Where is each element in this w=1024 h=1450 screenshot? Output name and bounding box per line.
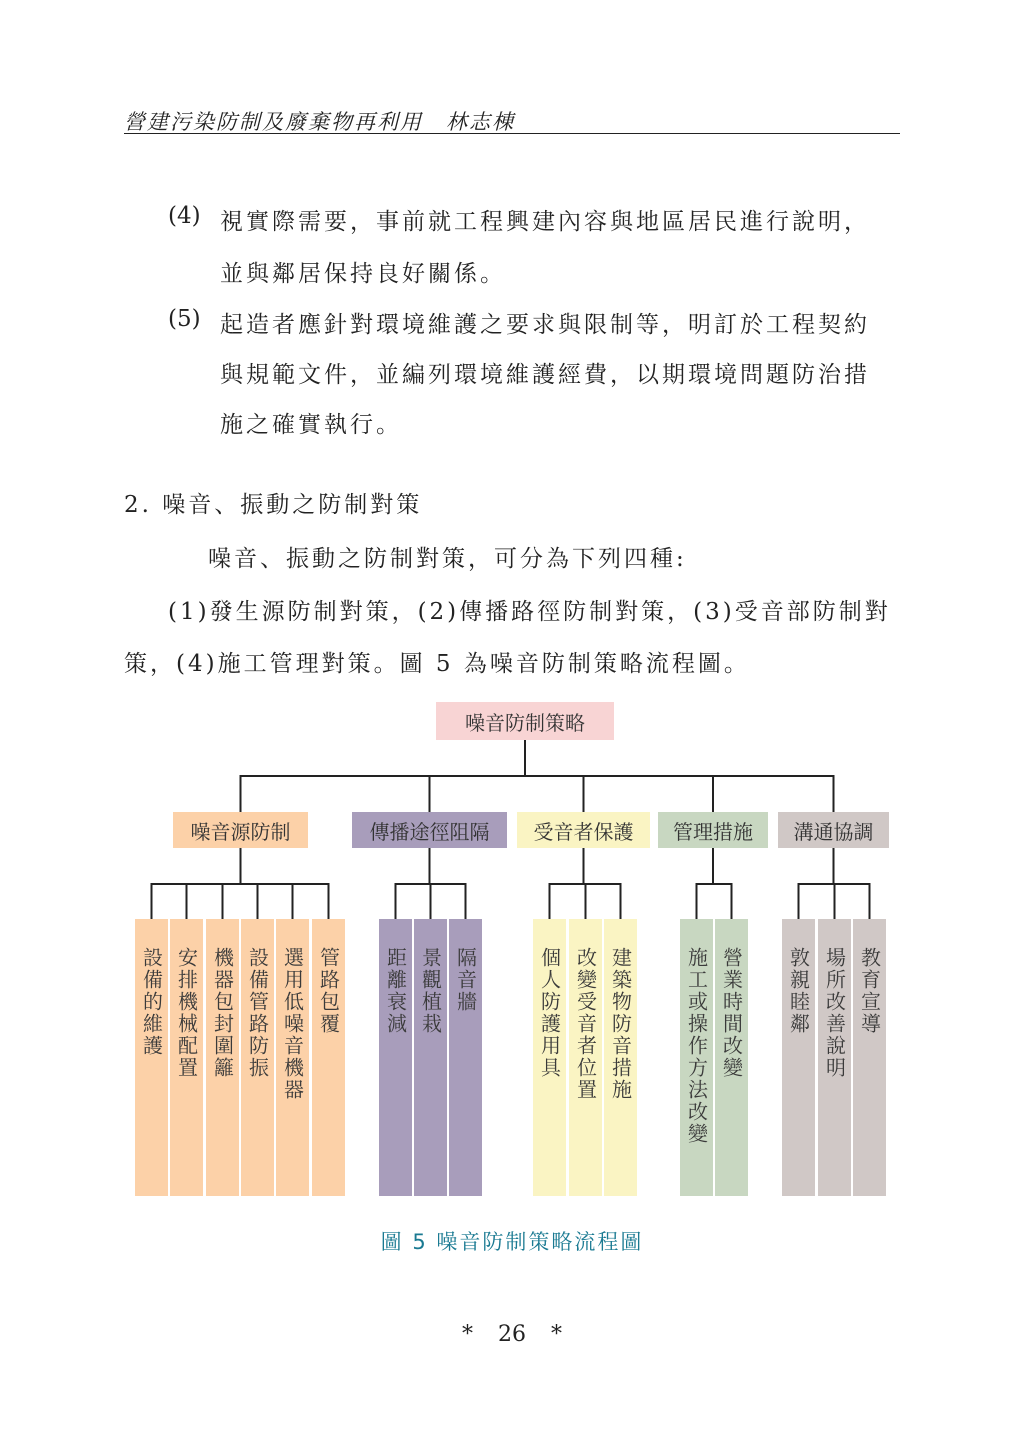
- strategy-leaf-label: 管路包覆: [316, 947, 341, 1035]
- strategy-leaf: [135, 919, 168, 1196]
- strategy-leaf-label: 改變受音者位置: [573, 947, 598, 1101]
- strategy-leaf-label: 設備管路防振: [245, 947, 270, 1079]
- strategy-leaf-label: 安排機械配置: [174, 947, 199, 1079]
- strategy-leaf: [449, 919, 482, 1196]
- section-intro: 噪音、振動之防制對策，可分為下列四種:: [208, 546, 687, 572]
- strategy-leaf: [206, 919, 239, 1196]
- header-title: 營建污染防制及廢棄物再利用 林志棟: [124, 110, 515, 134]
- strategy-leaf-label: 施工或操作方法改變: [684, 947, 709, 1145]
- strategy-leaf-label: 教育宣導: [857, 947, 882, 1035]
- strategy-leaf: [782, 919, 815, 1196]
- item-number: (5): [168, 306, 201, 332]
- diagram-root-box: 噪音防制策略: [436, 702, 614, 740]
- strategy-leaf-label: 建築物防音措施: [608, 947, 633, 1101]
- strategy-leaf-label: 個人防護用具: [537, 947, 562, 1079]
- strategy-leaf: [604, 919, 637, 1196]
- section-heading: 2. 噪音、振動之防制對策: [124, 492, 423, 518]
- strategy-leaf: [818, 919, 851, 1196]
- strategy-leaf: [312, 919, 345, 1196]
- strategy-leaf: [241, 919, 274, 1196]
- strategy-leaf-label: 機器包封圍籬: [210, 947, 235, 1079]
- strategy-leaf-label: 選用低噪音機器: [280, 947, 305, 1101]
- category-box: 噪音源防制: [173, 812, 308, 848]
- strategy-leaf: [569, 919, 602, 1196]
- item-number: (4): [168, 203, 201, 229]
- strategy-leaf: [715, 919, 748, 1196]
- strategy-leaf: [533, 919, 566, 1196]
- strategy-leaf-label: 敦親睦鄰: [786, 947, 811, 1035]
- strategy-leaf: [170, 919, 203, 1196]
- strategy-leaf: [414, 919, 447, 1196]
- strategy-leaf-label: 營業時間改變: [719, 947, 744, 1079]
- strategy-leaf: [379, 919, 412, 1196]
- strategy-leaf-label: 景觀植栽: [418, 947, 443, 1035]
- category-box: 受音者保護: [517, 812, 650, 848]
- category-box: 溝通協調: [778, 812, 889, 848]
- strategy-leaf: [680, 919, 713, 1196]
- item-text-line: 並與鄰居保持良好關係。: [220, 261, 506, 287]
- category-box: 管理措施: [658, 812, 768, 848]
- item-text-line: 與規範文件，並編列環境維護經費，以期環境問題防治措: [220, 362, 870, 388]
- strategy-leaf: [853, 919, 886, 1196]
- strategy-leaf-label: 距離衰減: [383, 947, 408, 1035]
- strategy-leaf-label: 場所改善說明: [822, 947, 847, 1079]
- strategy-leaf: [276, 919, 309, 1196]
- item-text-line: 起造者應針對環境維護之要求與限制等，明訂於工程契約: [220, 312, 870, 338]
- section-body-line: 策，(4)施工管理對策。圖 5 為噪音防制策略流程圖。: [124, 651, 750, 677]
- item-text-line: 視實際需要，事前就工程興建內容與地區居民進行說明，: [220, 209, 870, 235]
- strategy-leaf-label: 隔音牆: [453, 947, 478, 1013]
- category-box: 傳播途徑阻隔: [352, 812, 507, 848]
- figure-caption: 圖 5 噪音防制策略流程圖: [380, 1230, 644, 1254]
- section-body-line: (1)發生源防制對策，(2)傳播路徑防制對策，(3)受音部防制對: [168, 599, 891, 625]
- page-number: * 26 *: [462, 1322, 562, 1347]
- item-text-line: 施之確實執行。: [220, 412, 402, 438]
- strategy-leaf-label: 設備的維護: [139, 947, 164, 1057]
